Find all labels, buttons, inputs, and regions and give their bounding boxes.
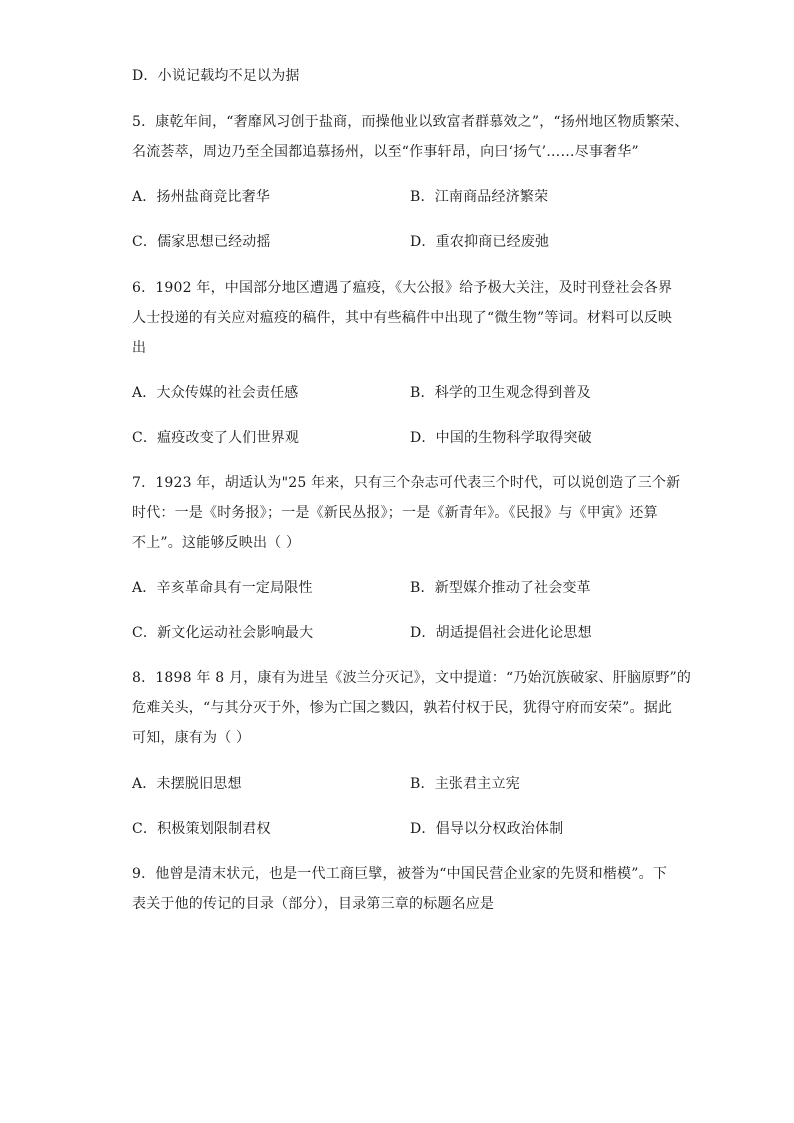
question-6-option-b[interactable]: B．科学的卫生观念得到普及 <box>410 385 591 401</box>
question-6-option-c[interactable]: C．瘟疫改变了人们世界观 <box>132 430 300 446</box>
question-7-stem-line-1: 7．1923 年，胡适认为"25 年来，只有三个杂志可代表三个时代，可以说创造了三个新 <box>132 475 681 491</box>
question-8-option-c[interactable]: C．积极策划限制君权 <box>132 821 271 837</box>
question-8-stem-line-3: 可知，康有为（ ） <box>132 730 251 746</box>
question-6-stem-line-1: 6．1902 年，中国部分地区遭遇了瘟疫，《大公报》给予极大关注，及时刊登社会各界 <box>132 280 673 296</box>
question-8-stem-line-1: 8．1898 年 8 月，康有为进呈《波兰分灭记》，文中提道：“乃始沉族破家、肝脑原野”的 <box>132 670 692 686</box>
question-8-option-b[interactable]: B．主张君主立宪 <box>410 776 520 792</box>
question-9-stem-line-1: 9．他曾是清末状元，也是一代工商巨擘，被誉为“中国民营企业家的先贤和楷模”。下 <box>132 866 668 882</box>
question-5-option-a[interactable]: A．扬州盐商竞比奢华 <box>132 189 271 205</box>
question-7-option-a[interactable]: A．辛亥革命具有一定局限性 <box>132 580 313 596</box>
question-7-stem-line-3: 不上”。这能够反映出（ ） <box>132 535 301 551</box>
question-5-option-b[interactable]: B．江南商品经济繁荣 <box>410 189 549 205</box>
question-7-stem-line-2: 时代：一是《时务报》；一是《新民丛报》；一是《新青年》。《民报》与《甲寅》还算 <box>132 505 658 521</box>
question-8-stem-line-2: 危难关头，“与其分灭于外，惨为亡国之戮囚，孰若付权于民，犹得守府而安荣”。据此 <box>132 700 673 716</box>
question-6-option-a[interactable]: A．大众传媒的社会责任感 <box>132 385 299 401</box>
question-9-stem-line-2: 表关于他的传记的目录（部分），目录第三章的标题名应是 <box>132 896 495 912</box>
question-5-option-c[interactable]: C．儒家思想已经动摇 <box>132 234 271 250</box>
question-5-stem-line-2: 名流荟萃，周边乃至全国都追慕扬州，以至“作事轩昂，向曰‘扬气’……尽事奢华” <box>132 144 639 160</box>
question-7-option-d[interactable]: D．胡适提倡社会进化论思想 <box>410 625 592 641</box>
question-6-stem-line-3: 出 <box>132 340 147 356</box>
question-7-option-c[interactable]: C．新文化运动社会影响最大 <box>132 625 314 641</box>
question-6-option-d[interactable]: D．中国的生物科学取得突破 <box>410 430 592 446</box>
question-5-stem-line-1: 5．康乾年间，“奢靡风习创于盐商，而操他业以致富者群慕效之”，“扬州地区物质繁荣、 <box>132 114 689 130</box>
question-5-option-d[interactable]: D．重农抑商已经废弛 <box>410 234 550 250</box>
question-8-option-a[interactable]: A．未摆脱旧思想 <box>132 776 242 792</box>
question-6-stem-line-2: 人士投递的有关应对瘟疫的稿件，其中有些稿件中出现了“微生物”等词。材料可以反映 <box>132 310 673 326</box>
question-8-option-d[interactable]: D．倡导以分权政治体制 <box>410 821 564 837</box>
question-7-option-b[interactable]: B．新型媒介推动了社会变革 <box>410 580 591 596</box>
question-4-option-d[interactable]: D．小说记载均不足以为据 <box>132 68 300 84</box>
